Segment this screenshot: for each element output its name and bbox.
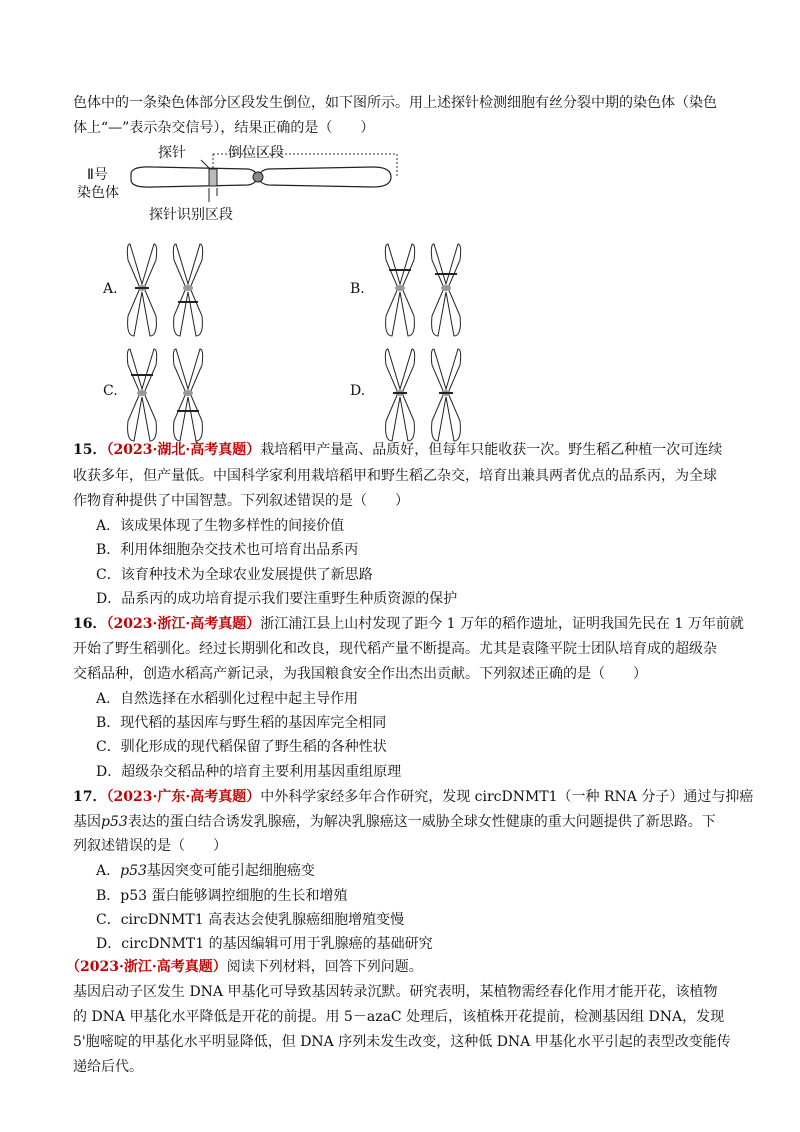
metaphase-chromosomes-b	[380, 240, 476, 340]
chromosome-label-line-1: Ⅱ号	[87, 167, 108, 183]
q15-stem-line-1	[73, 440, 733, 460]
q17-option-c: C．circDNMT1 高表达会使乳腺癌细胞增殖变慢	[96, 912, 405, 928]
chromosome-pair-1	[127, 349, 156, 441]
q17-stem-line-3: 列叙述错误的是（ ）	[73, 838, 227, 854]
q16-stem-text-1: 浙江浦江县上山村发现了距今 1 万年的稻作遗址，证明我国先民在 1 万年前就	[260, 616, 744, 632]
q17-stem-line-1	[73, 787, 754, 807]
q17-stem-text-1: 中外科学家经多年合作研究，发现 circDNMT1（一种 RNA 分子）通过与抑癌	[260, 789, 754, 805]
q17-option-a-text: 基因突变可能引起细胞癌变	[146, 863, 315, 879]
q16-number: 16．	[73, 616, 107, 632]
metaphase-chromosomes-c	[122, 345, 218, 445]
chromosome-pair-2	[173, 349, 202, 441]
chromosome-pair-2	[431, 244, 460, 336]
q18-stem-text-1: 阅读下列材料，回答下列问题。	[226, 959, 423, 975]
q17-gene-name: p53	[101, 814, 128, 830]
q15-option-c: C．该育种技术为全球农业发展提供了新思路	[96, 567, 373, 583]
metaphase-chromosomes-a	[122, 240, 218, 340]
chromosome-inversion-figure	[73, 140, 413, 225]
q17-source: （2023·广东·高考真题）	[106, 789, 261, 805]
q14-stem-line-2: 体上“—”表示杂交信号），结果正确的是（ ）	[73, 120, 375, 136]
q16-stem-line-1	[73, 614, 744, 634]
q14-option-d-label: D.	[350, 383, 366, 399]
q14-option-d-figure	[380, 345, 476, 445]
q18-material-line-1: 基因启动子区发生 DNA 甲基化可导致基因转录沉默。研究表明，某植物需经春化作用才能开花，该植物	[73, 984, 718, 1000]
q15-option-a: A．该成果体现了生物多样性的间接价值	[96, 518, 345, 534]
q16-stem-line-3: 交稻品种，创造水稻高产新记录，为我国粮食安全作出杰出贡献。下列叙述正确的是（ ）	[73, 666, 647, 682]
q16-option-a: A．自然选择在水稻驯化过程中起主导作用	[96, 691, 359, 707]
q14-option-c-figure	[122, 345, 218, 445]
q17-stem-line-2	[73, 812, 733, 832]
q17-number: 17．	[73, 789, 107, 805]
chromosome-pair-1	[385, 349, 414, 441]
q14-stem-line-1: 色体中的一条染色体部分区段发生倒位，如下图所示。用上述探针检测细胞有丝分裂中期的染色体（染色	[73, 95, 717, 111]
q15-stem-line-2: 收获多年，但产量低。中国科学家利用栽培稻甲和野生稻乙杂交，培育出兼具两者优点的品系丙，为全球	[73, 468, 717, 484]
q15-option-d: D．品系丙的成功培育提示我们要注重野生种质资源的保护	[96, 591, 458, 607]
chromosome-label-line-2: 染色体	[77, 185, 119, 201]
inversion-label: 倒位区段	[228, 145, 284, 161]
q17-option-d: D．circDNMT1 的基因编辑可用于乳腺癌的基础研究	[96, 936, 433, 952]
q15-stem-line-3: 作物育种提供了中国智慧。下列叙述错误的是（ ）	[73, 493, 409, 509]
q18-material-line-2: 的 DNA 甲基化水平降低是开花的前提。用 5－azaC 处理后，该植株开花提前，检测基因组 DNA，发现	[73, 1009, 725, 1025]
q16-option-d: D．超级杂交稻品种的培育主要利用基因重组原理	[96, 764, 402, 780]
q16-stem-line-2: 开始了野生稻驯化。经过长期驯化和改良，现代稻产量不断提高。尤其是袁隆平院士团队培育成的超级杂	[73, 641, 717, 657]
q15-stem-text-1: 栽培稻甲产量高、品质好，但每年只能收获一次。野生稻乙种植一次可连续	[260, 442, 723, 458]
recognition-segment-label: 探针识别区段	[149, 207, 233, 223]
q14-option-c-label: C.	[103, 383, 118, 399]
chromosome-pair-1	[385, 244, 414, 336]
q15-option-b: B．利用体细胞杂交技术也可培育出品系丙	[96, 542, 359, 558]
q14-option-b-label: B.	[350, 281, 365, 297]
q17-stem-text-2a: 基因	[73, 814, 101, 830]
q17-stem-text-2b: 表达的蛋白结合诱发乳腺癌，为解决乳腺癌这一威胁全球女性健康的重大问题提供了新思路。下	[127, 814, 716, 830]
q18-stem-line-1	[66, 957, 726, 977]
q17-option-a	[96, 861, 315, 881]
q14-option-a-label: A.	[103, 281, 118, 297]
q16-source: （2023·浙江·高考真题）	[106, 616, 261, 632]
q18-material-line-4: 递给后代。	[73, 1059, 143, 1075]
q18-material-line-3: 5'胞嘧啶的甲基化水平明显降低，但 DNA 序列未发生改变，这种低 DNA 甲基化水平引起的表型改变能传	[73, 1034, 731, 1050]
q18-source: （2023·浙江·高考真题）	[66, 959, 227, 975]
q16-option-b: B．现代稻的基因库与野生稻的基因库完全相同	[96, 715, 387, 731]
q15-source: （2023·湖北·高考真题）	[106, 442, 261, 458]
q14-option-a-figure	[122, 240, 218, 340]
q16-option-c: C．驯化形成的现代稻保留了野生稻的各种性状	[96, 739, 387, 755]
q14-option-b-figure	[380, 240, 476, 340]
metaphase-chromosomes-d	[380, 345, 476, 445]
q17-option-a-prefix: A．	[96, 863, 121, 879]
probe-label: 探针	[158, 145, 186, 161]
chromosome-pair-2	[173, 244, 202, 336]
q15-number: 15．	[73, 442, 107, 458]
chromosome-pair-1	[127, 244, 156, 336]
chromosome-pair-2	[431, 349, 460, 441]
q17-option-b: B．p53 蛋白能够调控细胞的生长和增殖	[96, 888, 348, 904]
q17-option-a-gene: p53	[120, 863, 147, 879]
